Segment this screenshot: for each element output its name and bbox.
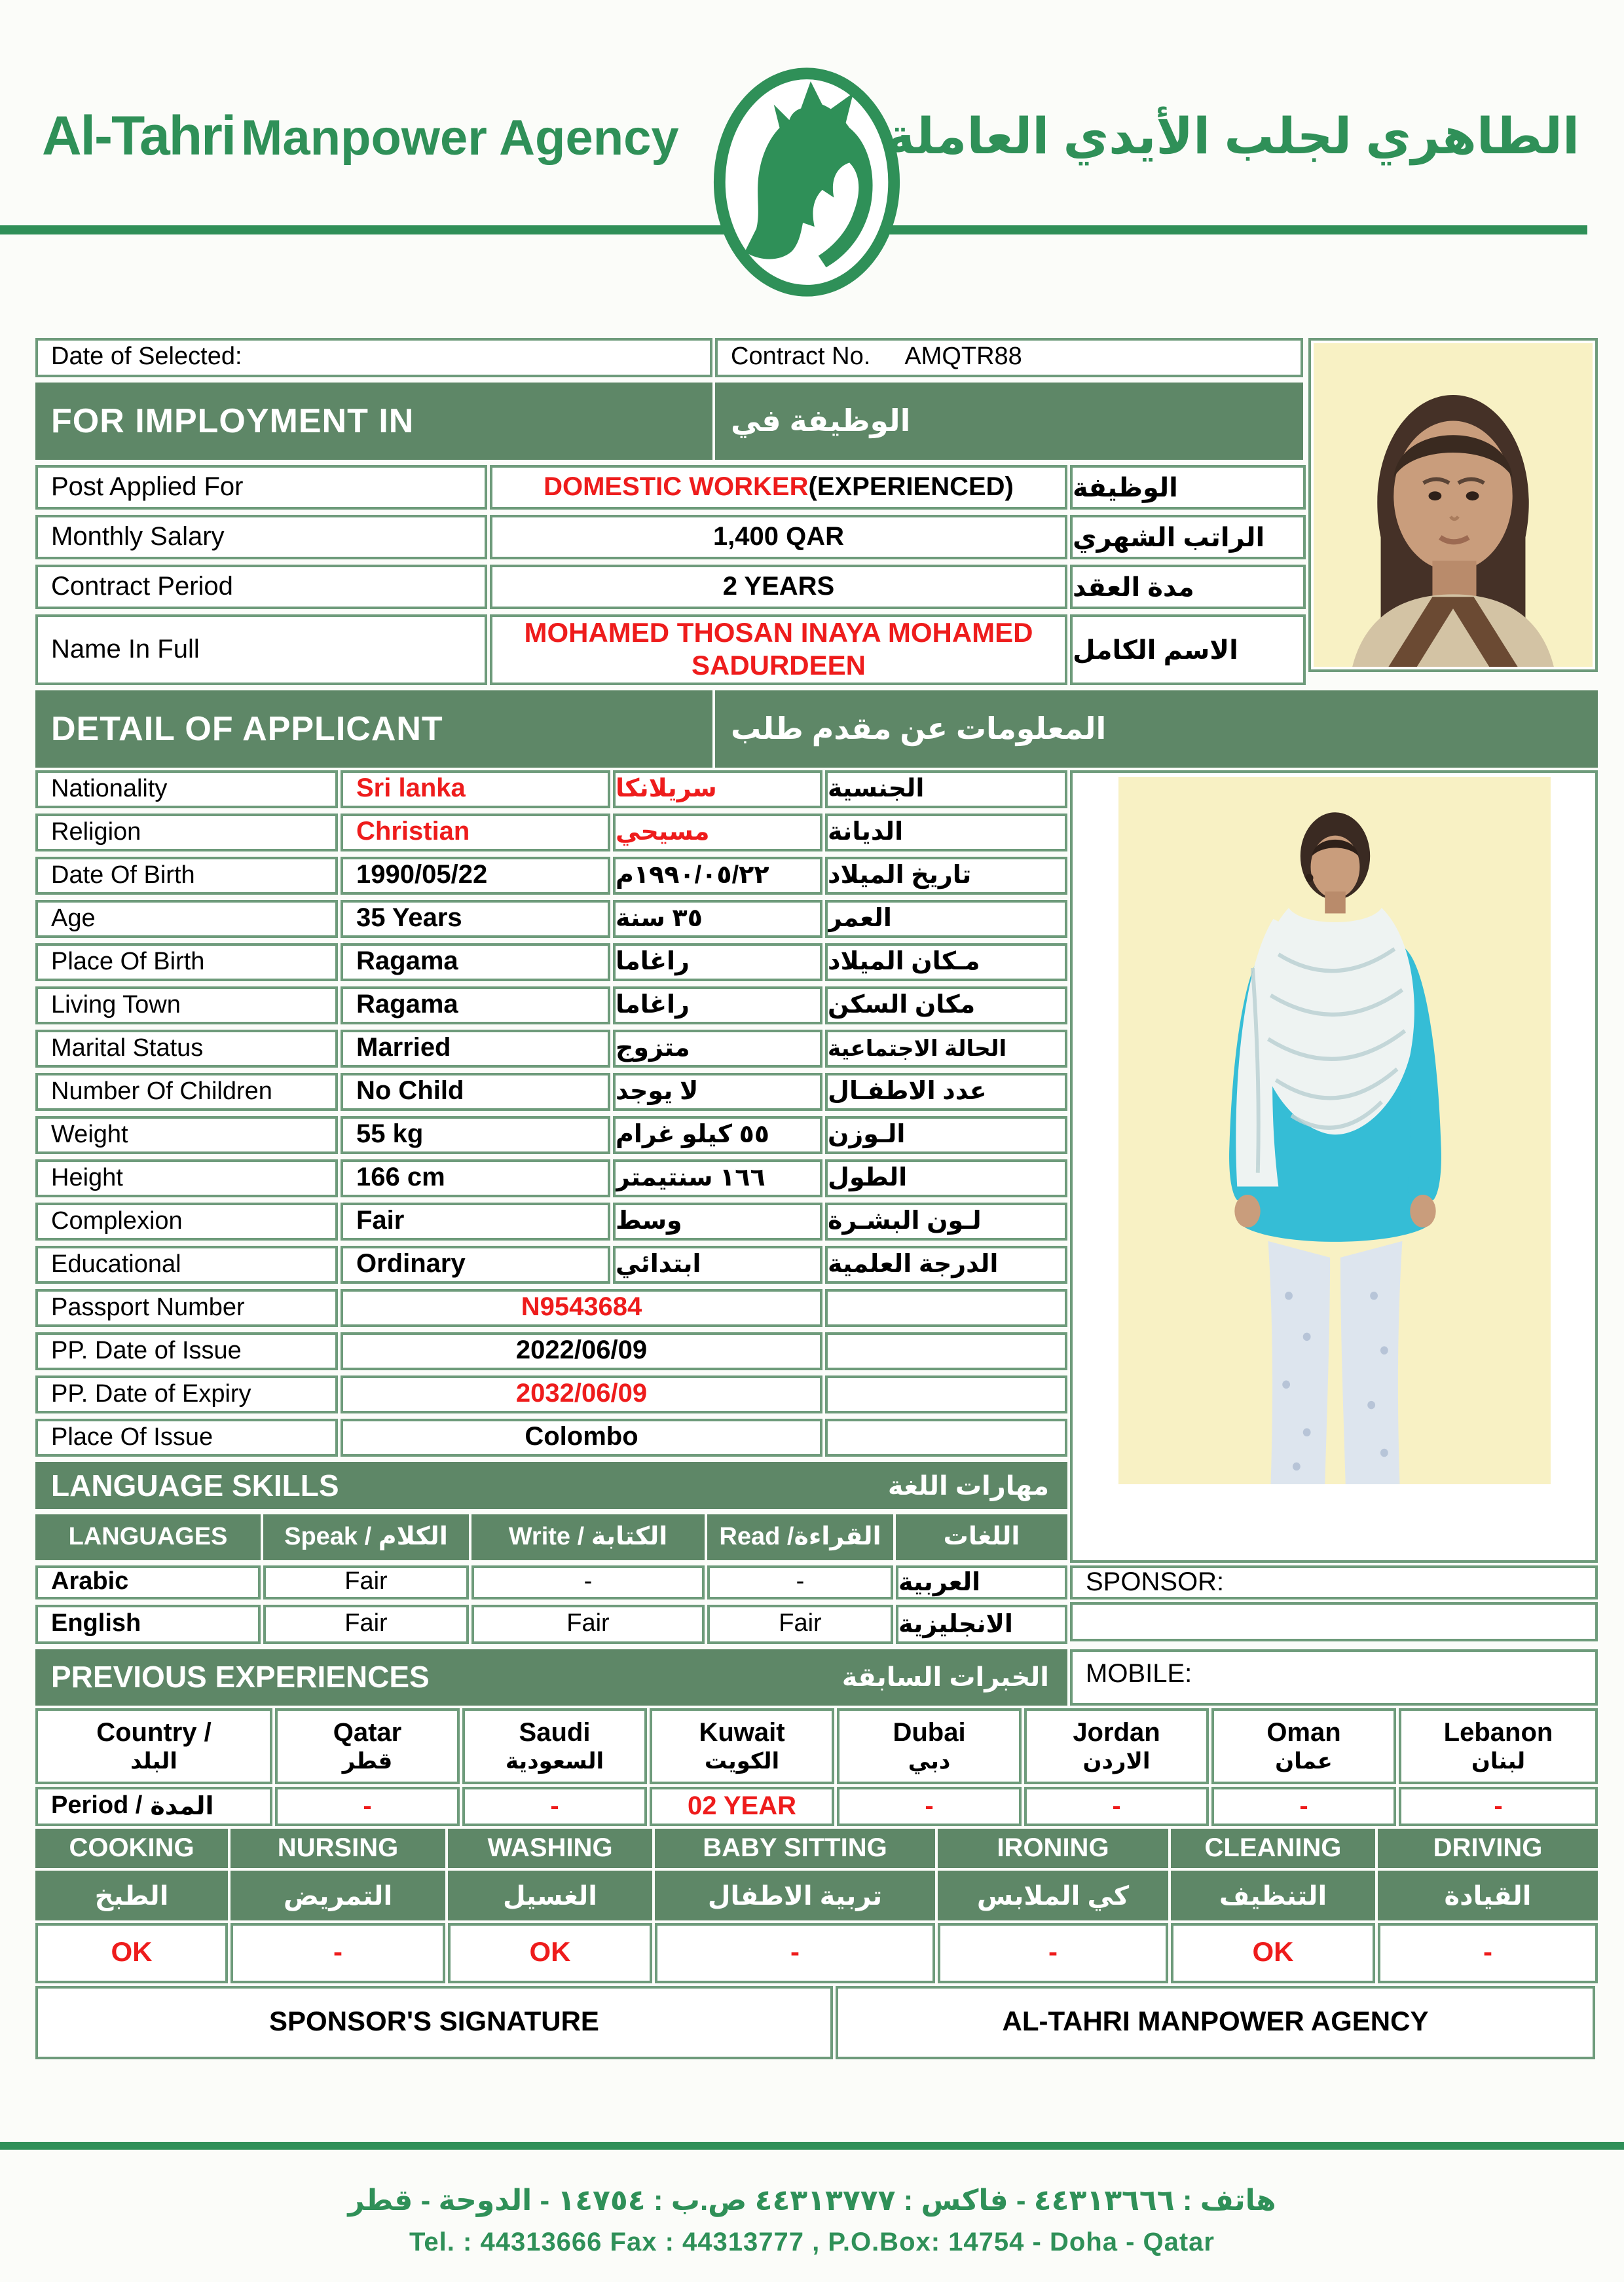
passport-issue-label: PP. Date of Issue: [35, 1332, 338, 1370]
signature-row: [35, 1986, 1598, 2059]
place-of-birth-arabic-value: راغاما: [613, 943, 822, 981]
age-value: 35 Years: [341, 900, 610, 938]
contract-no-value: AMQTR88: [904, 343, 1022, 371]
place-of-birth-label: Place Of Birth: [35, 943, 338, 981]
period-oman: -: [1211, 1787, 1396, 1826]
agency-name-arabic: الطاهري لجلب الأيدي العاملة: [885, 110, 1579, 165]
full-body-photo-image: [1118, 777, 1551, 1484]
skill-ironing-english: IRONING: [938, 1829, 1168, 1868]
skill-washing-value: OK: [448, 1923, 652, 1983]
contract-no-cell: [715, 338, 1303, 377]
height-arabic-value: ١٦٦ سنتيمتر: [613, 1159, 822, 1197]
detail-row-complexion: [35, 1203, 1067, 1241]
detail-row-religion: [35, 814, 1067, 851]
country-qatar-english: Qatar: [333, 1718, 402, 1748]
arabic-speak-level: Fair: [263, 1565, 469, 1599]
top-left-block: [35, 338, 1306, 688]
weight-value: 55 kg: [341, 1116, 610, 1154]
post-applied-row: [35, 465, 1306, 510]
detail-row-age: [35, 900, 1067, 938]
passport-expiry-row: [35, 1375, 1067, 1413]
passport-issue-empty-cell: [825, 1332, 1067, 1370]
skill-babysitting-value: -: [655, 1923, 935, 1983]
educational-arabic-label: الدرجة العلمية: [825, 1246, 1067, 1284]
religion-arabic-label: الديانة: [825, 814, 1067, 851]
country-kuwait-arabic: الكويت: [704, 1748, 780, 1774]
religion-label: Religion: [35, 814, 338, 851]
languages-arabic-header: اللغات: [896, 1514, 1067, 1560]
date-of-birth-arabic-value: ١٩٩٠/٠٥/٢٢م: [613, 857, 822, 895]
post-applied-label: Post Applied For: [35, 465, 487, 510]
country-lebanon-arabic: لبنان: [1471, 1748, 1526, 1774]
religion-arabic-value: مسيحي: [613, 814, 822, 851]
mobile-label: MOBILE:: [1070, 1649, 1598, 1706]
skill-driving-english: DRIVING: [1378, 1829, 1598, 1868]
country-qatar: [275, 1708, 460, 1784]
write-header: Write / الكتابة: [471, 1514, 705, 1560]
english-write-level: Fair: [471, 1605, 705, 1644]
country-saudi: [462, 1708, 647, 1784]
language-sponsor-section: [35, 1565, 1598, 1647]
complexion-value: Fair: [341, 1203, 610, 1241]
place-of-issue-empty-cell: [825, 1419, 1067, 1457]
complexion-arabic-label: لـون البشـرة: [825, 1203, 1067, 1241]
skill-nursing-arabic: التمريض: [231, 1871, 445, 1920]
skill-cleaning-value: OK: [1171, 1923, 1375, 1983]
country-lebanon: [1399, 1708, 1598, 1784]
contract-period-row: [35, 565, 1306, 609]
age-arabic-label: العمر: [825, 900, 1067, 938]
educational-label: Educational: [35, 1246, 338, 1284]
language-skills-bar-english: LANGUAGE SKILLS: [51, 1468, 339, 1502]
skill-babysitting-english: BABY SITTING: [655, 1829, 935, 1868]
skill-nursing-english: NURSING: [231, 1829, 445, 1868]
english-language-name: English: [35, 1605, 261, 1644]
nationality-arabic-label: الجنسية: [825, 770, 1067, 808]
languages-header-row: [35, 1514, 1067, 1560]
age-label: Age: [35, 900, 338, 938]
detail-row-place-of-birth: [35, 943, 1067, 981]
detail-section: [35, 770, 1598, 1563]
passport-expiry-value: 2032/06/09: [341, 1375, 822, 1413]
sponsor-signature-cell: SPONSOR'S SIGNATURE: [35, 1986, 833, 2059]
sponsor-label: SPONSOR:: [1070, 1565, 1598, 1599]
skill-cooking-arabic: الطبخ: [35, 1871, 228, 1920]
english-language-arabic-name: الانجليزية: [896, 1605, 1067, 1644]
nationality-value: Sri lanka: [341, 770, 610, 808]
country-dubai-arabic: دبي: [908, 1748, 951, 1774]
date-of-birth-arabic-label: تاريخ الميلاد: [825, 857, 1067, 895]
complexion-arabic-value: وسط: [613, 1203, 822, 1241]
date-of-birth-label: Date Of Birth: [35, 857, 338, 895]
previous-experiences-english: PREVIOUS EXPERIENCES: [51, 1660, 430, 1694]
passport-issue-row: [35, 1332, 1067, 1370]
skills-values-row: [35, 1923, 1598, 1983]
employment-bar-english: FOR IMPLOYMENT IN: [35, 383, 712, 460]
religion-value: Christian: [341, 814, 610, 851]
country-qatar-arabic: قطر: [342, 1748, 393, 1774]
arabic-read-level: -: [707, 1565, 893, 1599]
nationality-label: Nationality: [35, 770, 338, 808]
contract-period-label: Contract Period: [35, 565, 487, 609]
marital-status-arabic-label: الحالة الاجتماعية: [825, 1030, 1067, 1068]
educational-arabic-value: ابتدائي: [613, 1246, 822, 1284]
weight-arabic-value: ٥٥ كيلو غرام: [613, 1116, 822, 1154]
full-name-row: [35, 614, 1306, 685]
skill-ironing-arabic: كي الملابس: [938, 1871, 1168, 1920]
language-skills-bar-cell: [35, 1462, 1067, 1509]
language-rows-block: [35, 1565, 1067, 1647]
horse-logo-icon: [710, 65, 904, 299]
period-dubai: -: [837, 1787, 1022, 1826]
english-read-level: Fair: [707, 1605, 893, 1644]
sponsor-value-empty: [1070, 1602, 1598, 1641]
english-speak-level: Fair: [263, 1605, 469, 1644]
period-qatar: -: [275, 1787, 460, 1826]
height-value: 166 cm: [341, 1159, 610, 1197]
country-jordan: [1024, 1708, 1209, 1784]
passport-number-row: [35, 1289, 1067, 1327]
weight-arabic-label: الـوزن: [825, 1116, 1067, 1154]
place-of-birth-arabic-label: مـكان الميلاد: [825, 943, 1067, 981]
period-jordan: -: [1024, 1787, 1209, 1826]
top-section: [35, 338, 1598, 688]
footer-contact-arabic: هاتف : ٤٤٣١٣٦٦٦ - فاكس : ٤٤٣١٣٧٧٧ ص.ب : ١٤٧٥٤ - الدوحة - قطر: [348, 2184, 1276, 2217]
monthly-salary-value: 1,400 QAR: [490, 515, 1067, 559]
country-saudi-english: Saudi: [519, 1718, 591, 1748]
post-applied-arabic-label: الوظيفة: [1070, 465, 1306, 510]
period-saudi: -: [462, 1787, 647, 1826]
place-of-birth-value: Ragama: [341, 943, 610, 981]
detail-row-date-of-birth: [35, 857, 1067, 895]
marital-status-label: Marital Status: [35, 1030, 338, 1068]
detail-row-weight: [35, 1116, 1067, 1154]
country-label-arabic: البلد: [130, 1748, 177, 1774]
skill-washing-arabic: الغسيل: [448, 1871, 652, 1920]
applicant-full-body-photo: [1070, 770, 1598, 1563]
experience-country-row: [35, 1708, 1598, 1784]
skill-cleaning-arabic: التنظيف: [1171, 1871, 1375, 1920]
language-row-arabic: [35, 1565, 1067, 1599]
previous-experiences-section: [35, 1649, 1598, 1706]
sponsor-block: [1070, 1565, 1598, 1647]
skill-cleaning-english: CLEANING: [1171, 1829, 1375, 1868]
country-kuwait: [650, 1708, 834, 1784]
monthly-salary-arabic-label: الراتب الشهري: [1070, 515, 1306, 559]
complexion-label: Complexion: [35, 1203, 338, 1241]
arabic-language-name: Arabic: [35, 1565, 261, 1599]
detail-of-applicant-bar: [35, 690, 1598, 768]
children-value: No Child: [341, 1073, 610, 1111]
detail-row-nationality: [35, 770, 1067, 808]
living-town-arabic-label: مكان السكن: [825, 986, 1067, 1024]
period-kuwait: 02 YEAR: [650, 1787, 834, 1826]
place-of-issue-row: [35, 1419, 1067, 1457]
country-saudi-arabic: السعودية: [505, 1748, 604, 1774]
arabic-language-arabic-name: العربية: [896, 1565, 1067, 1599]
date-of-selected-label: Date of Selected:: [35, 338, 712, 377]
period-label-english: Period /: [51, 1792, 143, 1820]
country-label-english: Country /: [96, 1718, 212, 1748]
detail-rows-block: [35, 770, 1067, 1563]
full-name-arabic-label: الاسم الكامل: [1070, 614, 1306, 685]
previous-experiences-bar: [35, 1649, 1067, 1706]
country-label-cell: [35, 1708, 272, 1784]
agency-name-part1: Al-Tahri: [42, 105, 236, 166]
country-kuwait-english: Kuwait: [699, 1718, 785, 1748]
read-header: Read /القراءة: [707, 1514, 893, 1560]
contract-no-label: Contract No.: [731, 343, 871, 371]
language-row-english: [35, 1605, 1067, 1644]
monthly-salary-label: Monthly Salary: [35, 515, 487, 559]
employment-bar-arabic: الوظيفة في: [715, 383, 1303, 460]
arabic-write-level: -: [471, 1565, 705, 1599]
skill-driving-arabic: القيادة: [1378, 1871, 1598, 1920]
post-applied-value-suffix: (EXPERIENCED): [808, 472, 1014, 501]
country-jordan-english: Jordan: [1073, 1718, 1160, 1748]
language-skills-bar-arabic: مهارات اللغة: [887, 1472, 1049, 1501]
detail-row-marital-status: [35, 1030, 1067, 1068]
portrait-photo-image: [1314, 343, 1593, 667]
detail-row-height: [35, 1159, 1067, 1197]
detail-bar-english: DETAIL OF APPLICANT: [35, 690, 712, 768]
skill-washing-english: WASHING: [448, 1829, 652, 1868]
passport-number-empty-cell: [825, 1289, 1067, 1327]
footer-contact-english: Tel. : 44313666 Fax : 44313777 , P.O.Box: 14754 - Doha - Qatar: [409, 2228, 1215, 2257]
agency-signature-cell: AL-TAHRI MANPOWER AGENCY: [836, 1986, 1595, 2059]
previous-experiences-arabic: الخبرات السابقة: [841, 1664, 1049, 1693]
skill-babysitting-arabic: تربية الاطفال: [655, 1871, 935, 1920]
nationality-arabic-value: سريلانكا: [613, 770, 822, 808]
passport-number-value: N9543684: [341, 1289, 822, 1327]
date-contract-row: [35, 338, 1306, 377]
post-applied-value: [490, 465, 1067, 510]
full-name-value: MOHAMED THOSAN INAYA MOHAMED SADURDEEN: [490, 614, 1067, 685]
marital-status-arabic-value: متزوج: [613, 1030, 822, 1068]
letterfoot: [0, 2142, 1624, 2258]
language-skills-bar: [35, 1462, 1067, 1509]
age-arabic-value: ٣٥ سنة: [613, 900, 822, 938]
speak-header: Speak / الكلام: [263, 1514, 469, 1560]
post-applied-value-main: DOMESTIC WORKER: [544, 472, 809, 501]
skill-cooking-value: OK: [35, 1923, 228, 1983]
application-form: [35, 338, 1598, 2059]
country-oman-arabic: عمان: [1275, 1748, 1333, 1774]
living-town-label: Living Town: [35, 986, 338, 1024]
place-of-issue-value: Colombo: [341, 1419, 822, 1457]
skill-driving-value: -: [1378, 1923, 1598, 1983]
country-jordan-arabic: الاردن: [1082, 1748, 1151, 1774]
monthly-salary-row: [35, 515, 1306, 559]
weight-label: Weight: [35, 1116, 338, 1154]
skills-arabic-header-row: [35, 1871, 1598, 1920]
languages-header: LANGUAGES: [35, 1514, 261, 1560]
full-name-label: Name In Full: [35, 614, 487, 685]
living-town-value: Ragama: [341, 986, 610, 1024]
passport-issue-value: 2022/06/09: [341, 1332, 822, 1370]
applicant-portrait-photo: [1308, 338, 1598, 672]
passport-number-label: Passport Number: [35, 1289, 338, 1327]
children-label: Number Of Children: [35, 1073, 338, 1111]
employment-bar: [35, 383, 1306, 460]
children-arabic-label: عدد الاطفـال: [825, 1073, 1067, 1111]
agency-name-english: [42, 105, 679, 168]
skill-cooking-english: COOKING: [35, 1829, 228, 1868]
marital-status-value: Married: [341, 1030, 610, 1068]
detail-bar-arabic: المعلومات عن مقدم طلب: [715, 690, 1598, 768]
country-lebanon-english: Lebanon: [1443, 1718, 1553, 1748]
contract-period-arabic-label: مدة العقد: [1070, 565, 1306, 609]
skill-nursing-value: -: [231, 1923, 445, 1983]
date-of-birth-value: 1990/05/22: [341, 857, 610, 895]
place-of-issue-label: Place Of Issue: [35, 1419, 338, 1457]
skills-english-header-row: [35, 1829, 1598, 1868]
skill-ironing-value: -: [938, 1923, 1168, 1983]
period-lebanon: -: [1399, 1787, 1598, 1826]
country-oman-english: Oman: [1266, 1718, 1341, 1748]
country-oman: [1211, 1708, 1396, 1784]
passport-expiry-empty-cell: [825, 1375, 1067, 1413]
passport-expiry-label: PP. Date of Expiry: [35, 1375, 338, 1413]
contract-period-value: 2 YEARS: [490, 565, 1067, 609]
height-label: Height: [35, 1159, 338, 1197]
footer-divider-rule: [0, 2142, 1624, 2150]
educational-value: Ordinary: [341, 1246, 610, 1284]
country-dubai-english: Dubai: [893, 1718, 966, 1748]
period-label-arabic: المدة: [150, 1793, 214, 1820]
children-arabic-value: لا يوجد: [613, 1073, 822, 1111]
detail-row-living-town: [35, 986, 1067, 1024]
height-arabic-label: الطول: [825, 1159, 1067, 1197]
experience-period-row: [35, 1787, 1598, 1826]
agency-name-part2: Manpower Agency: [241, 111, 679, 166]
country-dubai: [837, 1708, 1022, 1784]
letterhead: [0, 0, 1624, 307]
detail-row-educational: [35, 1246, 1067, 1284]
period-label-cell: [35, 1787, 272, 1826]
detail-row-children: [35, 1073, 1067, 1111]
living-town-arabic-value: راغاما: [613, 986, 822, 1024]
